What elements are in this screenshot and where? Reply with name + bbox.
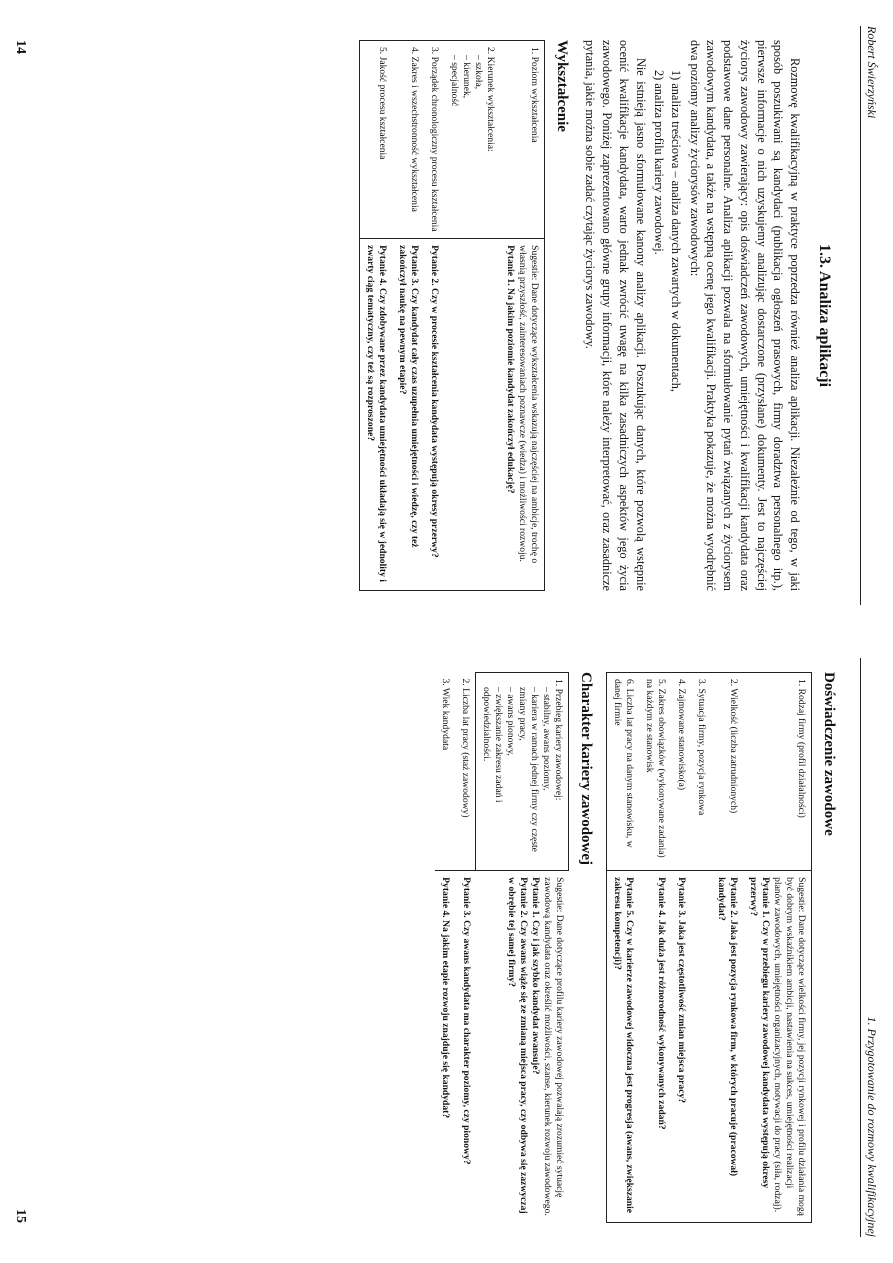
question: [691, 871, 711, 1222]
criterion: 1. Rodzaj firmy (profil działalności): [743, 673, 811, 871]
criterion: 6. Liczba lat pracy na danym stanowisku, w danej firmie: [607, 673, 639, 871]
table-row: [500, 41, 544, 590]
table-row: [671, 673, 691, 1222]
table-row: [435, 673, 455, 1224]
question: Pytanie 2. Jaka jest pozycja rynkowa firm, w których pracuje (pracował) kandydat?: [716, 877, 740, 1177]
section-title-experience: Doświadczenie zawodowe: [821, 672, 837, 836]
criterion-sub: – kariera w ramach jednej firmy czy częste zmiany pracy,: [517, 687, 541, 852]
criterion: 2. Wielkość (liczba zatrudnionych): [711, 673, 743, 871]
question: Pytanie 2. Czy awans wiąże się ze zmianą miejsca pracy, czy odbywa się zazwyczaj w obrębie tej samej firmy?: [505, 877, 529, 1214]
question: [444, 239, 500, 590]
suggestion: Sugestie: Dane dotyczące wykształcenia wskazują najczęściej na ambicje, trochę o własnią przyszłość, zainteresowaniach poznawcze (wiedza) i możliwości rozwoju.: [516, 245, 540, 564]
criterion: 1. Poziom wykształcenia: [500, 41, 544, 239]
criterion: 5. Zakres obowiązków (wykonywane zadania) na każdym ze stanowisk: [639, 673, 671, 871]
criterion: 1. Przebieg kariery zawodowej:: [553, 679, 565, 801]
running-head-left: Robert Świerzyński: [860, 26, 879, 605]
table-row: [392, 41, 424, 590]
table-row: [424, 41, 444, 590]
criterion: 3. Sytuacja firmy, pozycja rynkowa: [691, 673, 711, 871]
career-table: [435, 672, 569, 1223]
criterion-sub: – szkoła,: [472, 55, 484, 90]
question: Pytanie 3. Jaka jest częstotliwość zmian miejsca pracy?: [676, 877, 688, 1104]
table-row: [607, 673, 639, 1222]
criterion: 2. Kierunek wykształcenia:: [484, 47, 496, 152]
subsection-title-education: Wykształcenie: [553, 40, 570, 132]
analysis-item-2: 2) analiza profilu kariery zawodowej.: [652, 70, 667, 255]
criterion: 5. Jakość procesu kształcenia: [360, 41, 392, 239]
table-row: [476, 673, 569, 1224]
criterion-sub: – awans pionowy,: [505, 687, 517, 756]
experience-table-box: [606, 672, 812, 1223]
analysis-levels-list: [651, 56, 684, 591]
table-row: [691, 673, 711, 1222]
criterion: 4. Zakres i wszechstronność wykształcenia: [392, 41, 424, 239]
question: Pytanie 3. Czy awans kandydata ma charakter poziomy, czy pionowy?: [460, 877, 472, 1165]
page-14: [0, 0, 893, 631]
criterion-sub: – stabilny, awans poziomy,: [541, 687, 553, 791]
page-15-content: [435, 672, 849, 1223]
criterion-sub: – specjalność: [448, 55, 460, 107]
table-row: [360, 41, 392, 590]
question: Pytanie 1. Czy i jak szybko kandydat awansuje?: [529, 877, 541, 1075]
table-row: [639, 673, 671, 1222]
suggestion: Sugestie: Dane dotyczące profilu kariery zawodowej pozwalają zrozumieć sytuację zawodową kandydata oraz określić możliwości, szanse, kierunek rozwoju zawodowego.: [541, 877, 565, 1216]
criterion-sub: – kierunek,: [460, 55, 472, 99]
question: Pytanie 3. Czy kandydat cały czas uzupełnia umiejętności i wiedzę, czy też zakończył naukę na pewnym etapie?: [396, 245, 420, 548]
question: Pytanie 5. Czy w karierze zawodowej widoczna jest progresja (awans, zwiększanie zakresu kompetencji)?: [612, 877, 636, 1214]
analysis-item-1: 1) analiza treściowa – analiza danych zawartych w dokumentach,: [668, 70, 683, 392]
question: Pytanie 2. Czy w procesie kształcenia kandydata występują okresy przerwy?: [428, 245, 440, 558]
question: Pytanie 1. Czy w przebiegu kariery zawodowej kandydata występują okresy przerwy?: [748, 877, 772, 1189]
page-number-left: 14: [13, 40, 28, 54]
criterion: 3. Wiek kandydata: [435, 673, 455, 871]
paragraph-2: Nie istnieją jasno sformułowane kanony analizy aplikacji. Poszukując danych, które pozwolą wstępnie ocenić kwalifikacje kandydata, warto jednak zwrócić uwagę na kilka zasadniczych aspektów jego życia zawodowego. Poniżej zaprezentowano główne grupy informacji, które należy interpretować, oraz zasadnicze pytania, jakie można sobie zadać czytając życiorys zawodowy.: [583, 40, 648, 591]
table-row: [444, 41, 500, 590]
criterion-sub: – zwiększanie zakresu zadań i odpowiedzialności.: [481, 687, 505, 803]
criterion: 4. Zajmowane stanowisko(a): [671, 673, 691, 871]
paragraph-1: Rozmowę kwalifikacyjną w praktyce poprzedza również analiza aplikacji. Niezależnie od tego, w jaki sposób poszukiwani są kandydaci (publikacja ogłoszeń prasowych, firmy doradztwa personalnego itp.), pierwsze informacje o nich uzyskujemy analizując dostarczone (przysłane) dokumenty. Jest to najczęściej życiorys zawodowy zawierający: opis doświadczeń zawodowych, umiejętności i kwalifikacji kandydata oraz podstawowe dane personalne. Analiza aplikacji pozwala na sformułowanie pytań związanych z życiorysem zawodowym kandydata, a także na wstępną ocenę jego kwalifikacji. Praktyka pokazuje, że można wyodrębnić dwa poziomy analizy życiorysów zawodowych:: [687, 40, 802, 591]
question: Pytanie 1. Na jakim poziomie kandydat zakończył edukację?: [504, 245, 516, 494]
table-row: [743, 673, 811, 1222]
section-title-career: Charakter kariery zawodowej: [578, 672, 595, 866]
criterion: 3. Porządek chronologiczny procesu kształcenia: [424, 41, 444, 239]
page-number-right: 15: [13, 1209, 28, 1223]
page-15: [0, 632, 893, 1263]
page-14-content: [359, 40, 849, 591]
table-row: [711, 673, 743, 1222]
table-row: [455, 673, 475, 1224]
question: Pytanie 4. Czy zdobywane przez kandydata umiejętności układają się w jednolity i zwarty ciąg tematyczny, czy też są rozproszone?: [364, 245, 388, 582]
running-head-right: 1. Przygotowanie do rozmowy kwalifikacyjnej: [860, 658, 879, 1237]
education-table: [360, 41, 544, 590]
education-table-box: [359, 40, 545, 591]
experience-table: [607, 673, 811, 1222]
question: Pytanie 4. Jak duża jest różnorodność wykonywanych zadań?: [656, 877, 668, 1130]
section-title: 1.3. Analiza aplikacji: [816, 243, 833, 388]
criterion: 2. Liczba lat pracy (staż zawodowy): [455, 673, 475, 871]
suggestion: Sugestie: Dane dotyczące wielkości firmy, jej pozycji rynkowej i profilu działania mogą być dobrym wskaźnikiem ambicji, nastawienia na sukces, umiejętności realizacji planów zawodowych, umiejętności organizacyjnych, motywacji do pracy (siła, rodzaj).: [772, 877, 807, 1216]
question: Pytanie 4. Na jakim etapie rozwoju znajduje się kandydat?: [440, 877, 452, 1119]
